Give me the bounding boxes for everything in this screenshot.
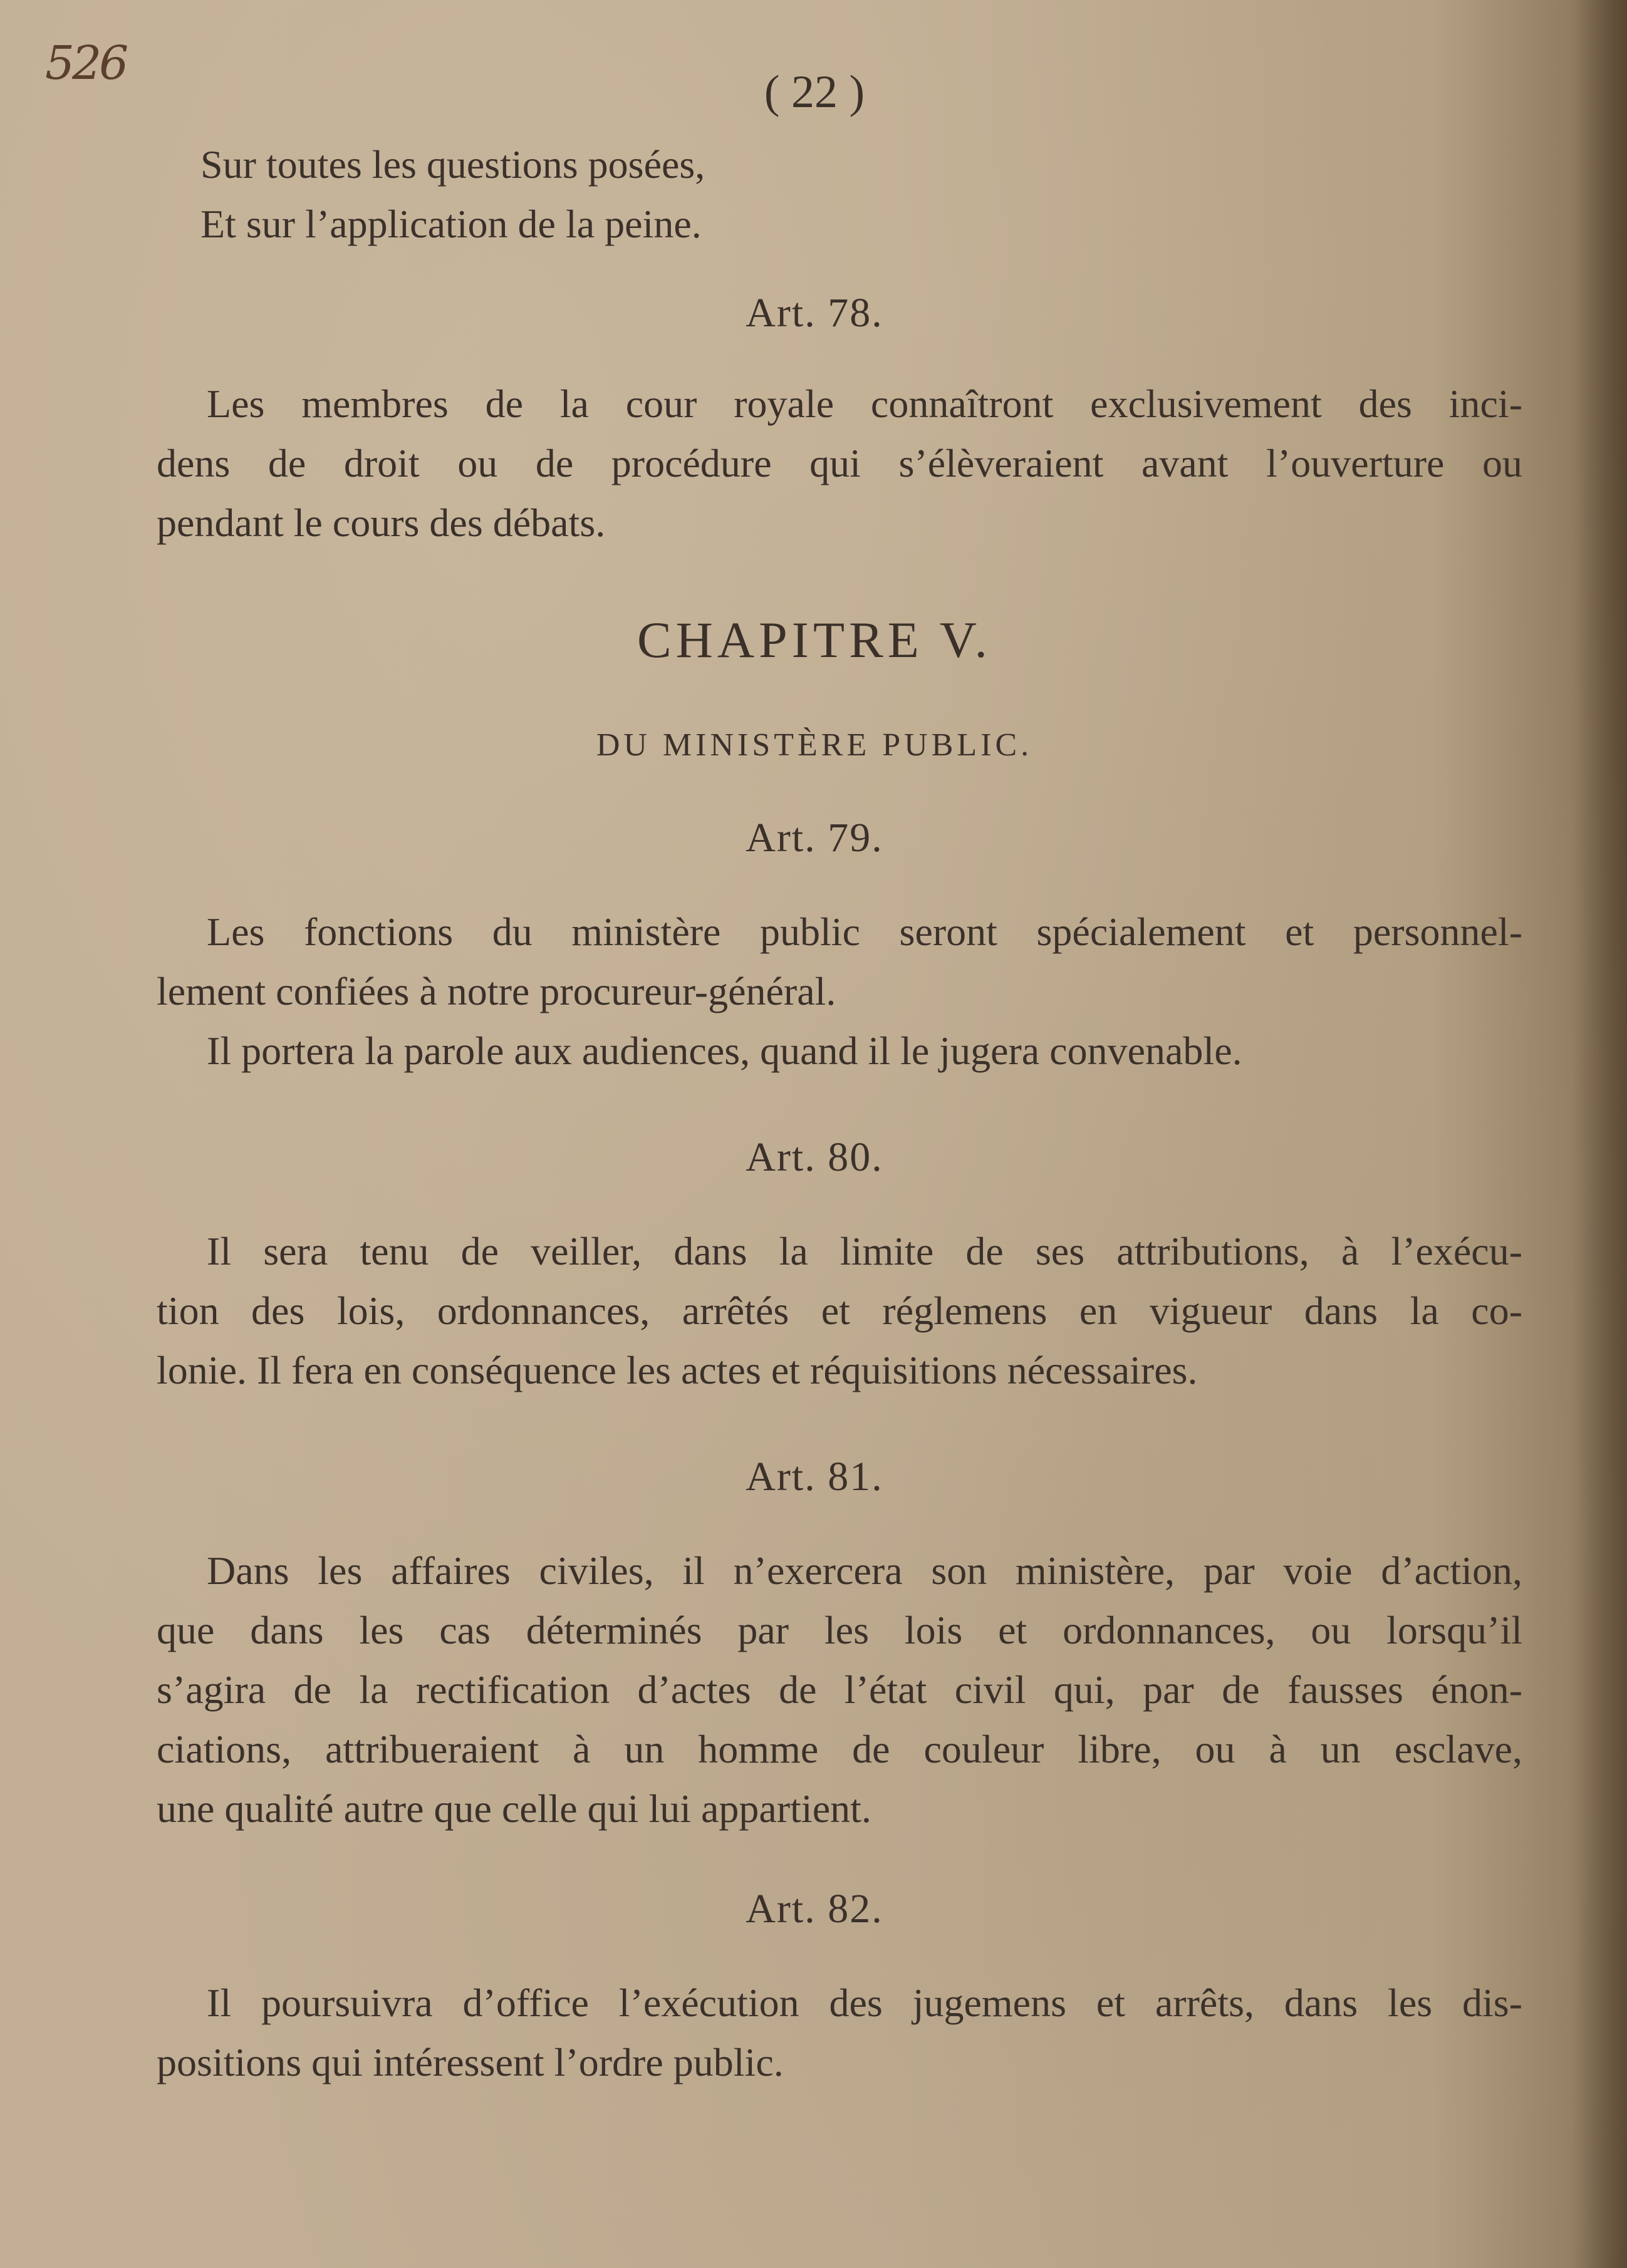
- text-line: Il sera tenu de veiller, dans la limite de ses attributions, à l’exécu-: [207, 1229, 1522, 1273]
- article-79-heading: Art. 79.: [746, 815, 883, 861]
- text-line: positions qui intéressent l’ordre public.: [157, 2040, 784, 2084]
- text-line: Dans les affaires civiles, il n’exercera son ministère, par voie d’action,: [207, 1548, 1522, 1593]
- text-line: lement confiées à notre procureur-général.: [157, 969, 836, 1013]
- article-80-text: [157, 1221, 1522, 1400]
- text-line: Il poursuivra d’office l’exécution des jugemens et arrêts, dans les dis-: [207, 1981, 1522, 2025]
- article-79-text: [157, 902, 1522, 1080]
- chapter-title: CHAPITRE V.: [637, 611, 992, 668]
- article-82-heading: Art. 82.: [746, 1886, 883, 1932]
- text-line: Sur toutes les questions posées,: [200, 142, 705, 187]
- text-line: Les fonctions du ministère public seront spécialement et personnel-: [207, 909, 1522, 954]
- article-78-heading: Art. 78.: [746, 290, 883, 336]
- text-line: dens de droit ou de procédure qui s’élèveraient avant l’ouverture ou: [157, 441, 1522, 485]
- text-line: Et sur l’application de la peine.: [200, 202, 702, 246]
- article-81-heading: Art. 81.: [746, 1454, 883, 1499]
- text-line: Les membres de la cour royale connaîtront exclusivement des inci-: [207, 381, 1522, 426]
- page-number: ( 22 ): [764, 66, 865, 118]
- continuation-text: [157, 135, 1522, 254]
- manuscript-page-mark: 526: [45, 36, 127, 90]
- text-line: pendant le cours des débats.: [157, 500, 606, 545]
- page-edge-shadow: [1571, 0, 1627, 2268]
- chapter-subtitle: DU MINISTÈRE PUBLIC.: [596, 727, 1033, 763]
- text-line: tion des lois, ordonnances, arrêtés et réglemens en vigueur dans la co-: [157, 1288, 1522, 1333]
- text-line: une qualité autre que celle qui lui appartient.: [157, 1786, 871, 1831]
- article-80-heading: Art. 80.: [746, 1134, 883, 1180]
- text-line: que dans les cas déterminés par les lois et ordonnances, ou lorsqu’il: [157, 1608, 1522, 1652]
- text-line: Il portera la parole aux audiences, quand il le jugera convenable.: [207, 1028, 1242, 1073]
- text-line: ciations, attribueraient à un homme de couleur libre, ou à un esclave,: [157, 1727, 1522, 1771]
- article-81-text: [157, 1541, 1522, 1838]
- text-line: lonie. Il fera en conséquence les actes et réquisitions nécessaires.: [157, 1348, 1198, 1392]
- article-82-text: [157, 1973, 1522, 2092]
- article-78-text: [157, 374, 1522, 552]
- text-line: s’agira de la rectification d’actes de l’état civil qui, par de fausses énon-: [157, 1667, 1522, 1712]
